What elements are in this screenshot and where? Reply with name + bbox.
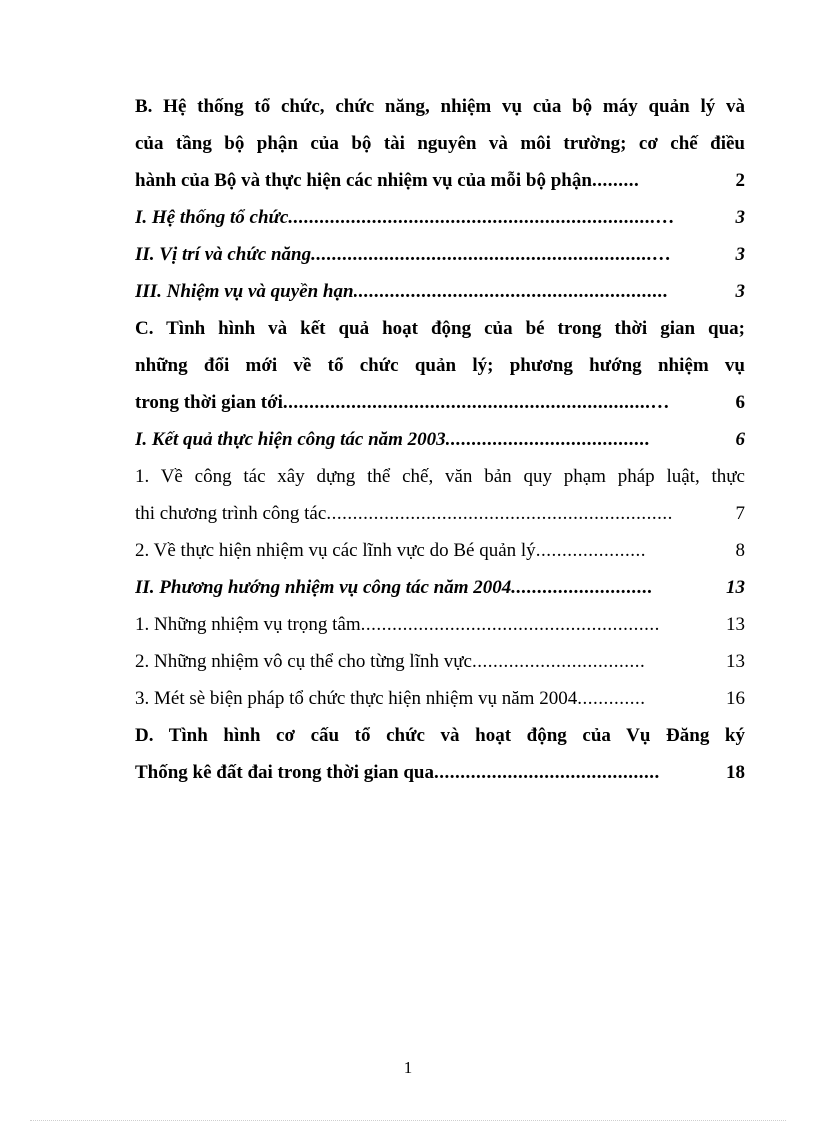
toc-text: của tầng bộ phận của bộ tài nguyên và môi trường; cơ chế điều	[135, 133, 745, 154]
toc-leader: .........................................................	[360, 614, 660, 635]
toc-text: 1. Về công tác xây dựng thể chế, văn bản quy phạm pháp luật, thực	[135, 466, 745, 487]
toc-leader: .....................	[535, 540, 646, 561]
toc-entry-c-ii-3	[135, 680, 745, 717]
toc-leader: .............	[577, 688, 646, 709]
toc-entry-c-ii-1	[135, 606, 745, 643]
toc-text: hành của Bộ và thực hiện các nhiệm vụ của mỗi bộ phận	[135, 170, 592, 191]
toc-page-number: 3	[735, 281, 745, 302]
toc-text: 2. Về thực hiện nhiệm vụ các lĩnh vực do Bé quản lý	[135, 540, 536, 561]
toc-entry-b-i	[135, 199, 745, 236]
toc-text: D. Tình hình cơ cấu tổ chức và hoạt động của Vụ Đăng ký	[135, 725, 745, 746]
toc-page-number: 13	[726, 577, 745, 598]
toc-leader: ......................................................................…	[282, 392, 670, 413]
toc-leader: ......................................................................…	[288, 207, 676, 228]
toc-leader: ............................................................	[353, 281, 669, 302]
toc-text: những đổi mới về tổ chức quản lý; phương hướng nhiệm vụ	[135, 355, 745, 376]
toc-entry-c	[135, 310, 745, 347]
toc-page-number: 8	[735, 540, 745, 561]
toc-text: I. Kết quả thực hiện công tác năm 2003	[135, 429, 446, 450]
toc-text: I. Hệ thống tổ chức	[135, 207, 289, 228]
toc-entry-c-i	[135, 421, 745, 458]
toc-leader: .................................................................…	[311, 244, 672, 265]
toc-text: III. Nhiệm vụ và quyền hạn	[135, 281, 354, 302]
toc-text: II. Phương hướng nhiệm vụ công tác năm 2004	[135, 577, 512, 598]
toc-leader: ..................................................................	[326, 503, 673, 524]
toc-page-number: 7	[735, 503, 745, 524]
toc-entry-b	[135, 88, 745, 125]
toc-text: Thống kê đất đai trong thời gian qua	[135, 762, 434, 783]
toc-entry-d	[135, 717, 745, 754]
toc-page-number: 16	[726, 688, 745, 709]
toc-page-number: 3	[735, 207, 745, 228]
toc-text: 2. Những nhiệm vô cụ thể cho từng lĩnh vực	[135, 651, 472, 672]
toc-entry-c-i-1-end	[135, 495, 745, 532]
toc-text: 3. Mét sè biện pháp tổ chức thực hiện nhiệm vụ năm 2004	[135, 688, 578, 709]
toc-entry-c-ii-2	[135, 643, 745, 680]
toc-entry-c-end	[135, 384, 745, 421]
toc-page-number: 18	[726, 762, 745, 783]
toc-leader: ...........................................	[433, 762, 660, 783]
toc-entry-c-i-1	[135, 458, 745, 495]
page-bottom-divider	[30, 1120, 786, 1121]
toc-leader: .......................................	[445, 429, 651, 450]
toc-text: II. Vị trí và chức năng	[135, 244, 312, 265]
toc-leader: .........	[591, 170, 640, 191]
toc-page-number: 6	[735, 392, 745, 413]
toc-page-number: 2	[735, 170, 745, 191]
page-number: 1	[403, 1058, 413, 1077]
toc-entry-b-end	[135, 162, 745, 199]
toc-text: trong thời gian tới	[135, 392, 283, 413]
toc-text: B. Hệ thống tổ chức, chức năng, nhiệm vụ của bộ máy quản lý và	[135, 96, 745, 117]
toc-entry-b-cont	[135, 125, 745, 162]
toc-page-number: 13	[726, 651, 745, 672]
toc-leader: ...........................	[511, 577, 654, 598]
toc-page-number: 3	[735, 244, 745, 265]
toc-page-number: 6	[735, 429, 745, 450]
toc-entry-d-end	[135, 754, 745, 791]
toc-entry-c-ii	[135, 569, 745, 606]
toc-text: C. Tình hình và kết quả hoạt động của bé trong thời gian qua;	[135, 318, 745, 339]
table-of-contents	[135, 88, 745, 791]
toc-entry-b-ii	[135, 236, 745, 273]
toc-page-number: 13	[726, 614, 745, 635]
toc-entry-c-i-2	[135, 532, 745, 569]
toc-entry-b-iii	[135, 273, 745, 310]
toc-text: 1. Những nhiệm vụ trọng tâm	[135, 614, 361, 635]
toc-text: thi chương trình công tác	[135, 503, 327, 524]
toc-entry-c-cont	[135, 347, 745, 384]
toc-leader: .................................	[471, 651, 646, 672]
